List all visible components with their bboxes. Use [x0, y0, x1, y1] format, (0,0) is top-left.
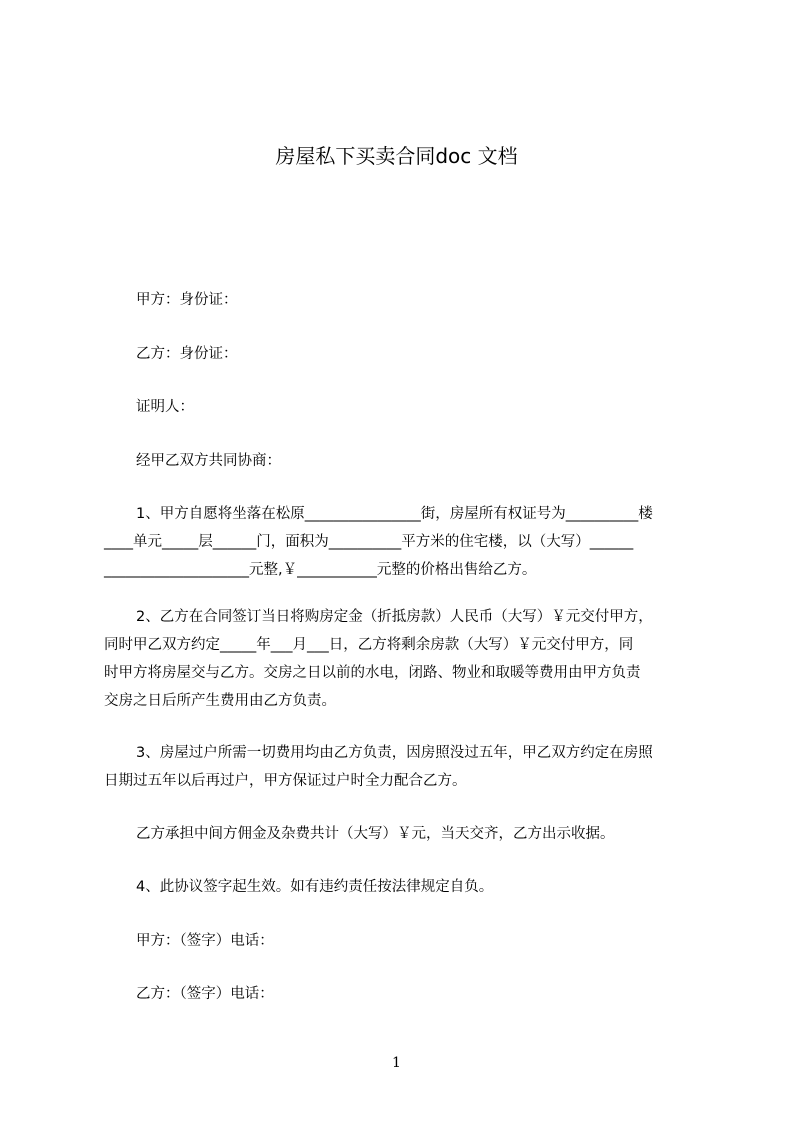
document-title: 房屋私下买卖合同doc 文档 [275, 144, 518, 168]
signature-a-text: 甲方：（签字）电话： [136, 933, 274, 949]
signature-a-line [104, 927, 704, 955]
clause-2-line: 2、乙方在合同签订当日将购房定金（折抵房款）人民币（大写）￥元交付甲方， [136, 609, 653, 625]
agency-fee-line [104, 820, 704, 848]
clause-2-line: 同时甲乙双方约定_____年___月___日，乙方将剩余房款（大写）￥元交付甲方，同 [104, 637, 634, 653]
clause-1-line: 1、甲方自愿将坐落在松原________________街，房屋所有权证号为__________楼 [136, 506, 653, 522]
signature-b-line [104, 980, 704, 1008]
party-b-line [104, 340, 704, 368]
clause-2-line: 时甲方将房屋交与乙方。交房之日以前的水电，闭路、物业和取暖等费用由甲方负责 [104, 665, 641, 681]
party-b-text: 乙方：身份证： [136, 346, 238, 362]
party-a-line [104, 286, 704, 314]
page-number: 1 [392, 1055, 401, 1071]
clause-2 [104, 603, 704, 715]
clause-3 [104, 739, 704, 795]
clause-1-line: ____单元_____层______门，面积为__________平方米的住宅楼，以（大写）______ [104, 534, 634, 550]
agency-fee-text: 乙方承担中间方佣金及杂费共计（大写）￥元，当天交齐，乙方出示收据。 [136, 826, 615, 842]
clause-1-line: ____________________元整,￥___________元整的价格出售给乙方。 [104, 562, 537, 578]
clause-3-line: 3、房屋过户所需一切费用均由乙方负责，因房照没过五年，甲乙双方约定在房照 [136, 745, 653, 761]
witness-line [104, 393, 704, 421]
witness-text: 证明人： [136, 399, 194, 415]
clause-4 [104, 873, 704, 901]
signature-b-text: 乙方：（签字）电话： [136, 986, 274, 1002]
clause-2-line: 交房之日后所产生费用由乙方负责。 [104, 693, 336, 709]
party-a-text: 甲方：身份证： [136, 292, 238, 308]
negotiation-text: 经甲乙双方共同协商： [136, 453, 281, 469]
negotiation-line [104, 447, 704, 475]
clause-3-line: 日期过五年以后再过户，甲方保证过户时全力配合乙方。 [104, 773, 467, 789]
clause-4-text: 4、此协议签字起生效。如有违约责任按法律规定自负。 [136, 879, 494, 895]
clause-1 [104, 500, 704, 584]
